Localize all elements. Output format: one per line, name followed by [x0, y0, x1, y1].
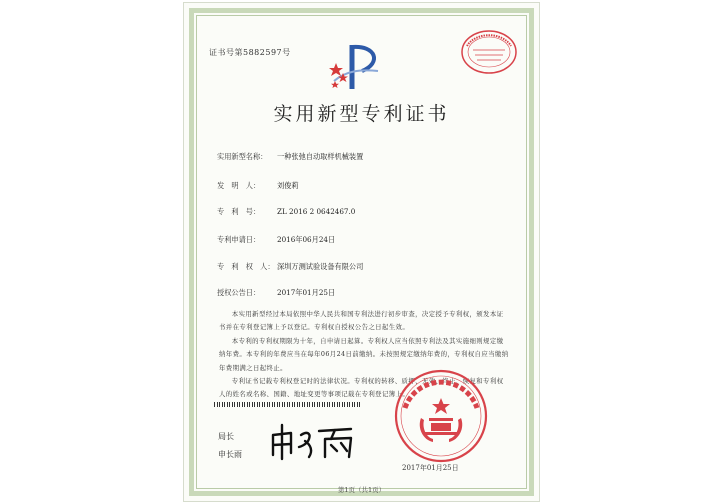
field-value: ZL 2016 2 0642467.0	[277, 207, 356, 216]
body-paragraph: 本专利的专利权期限为十年，自申请日起算。专利权人应当依照专利法及其实施细则规定缴纳年费。本专利的年费应当在每年06月24日前缴纳。未按照规定缴纳年费的，专利权自应当缴纳年费期满之日起终止。	[219, 336, 509, 372]
field-patentee	[217, 262, 363, 272]
field-utility-model-name	[217, 152, 363, 162]
field-value: 深圳万测试验设备有限公司	[277, 262, 364, 271]
field-value: 刘俊莉	[277, 181, 299, 190]
field-label: 专 利 权 人：	[217, 262, 275, 271]
body-paragraph: 本实用新型经过本局依照中华人民共和国专利法进行初步审查，决定授予专利权，颁发本证书并在专利登记簿上予以登记。专利权自授权公告之日起生效。	[219, 310, 504, 332]
field-inventor	[217, 181, 299, 191]
director-name: 申长雨	[218, 450, 242, 459]
field-value: 2017年01月25日	[277, 288, 336, 297]
field-label: 实用新型名称：	[217, 152, 268, 161]
body-paragraph: 专利证书记载专利权登记时的法律状况。专利权的转移、质押、无效、终止、恢复和专利权人的姓名或名称、国籍、地址变更等事项记载在专利登记簿上。	[219, 377, 504, 399]
patent-certificate	[183, 2, 540, 502]
field-label: 专利申请日：	[217, 235, 261, 244]
field-application-date	[217, 235, 335, 245]
page-number: 第1页（共1页）	[337, 486, 386, 494]
field-label: 授权公告日：	[217, 288, 261, 297]
field-patent-number	[217, 207, 355, 217]
patent-office-logo-icon	[326, 41, 390, 93]
director-signature-icon	[269, 423, 359, 461]
office-seal-icon	[393, 368, 489, 464]
barcode	[214, 402, 362, 407]
certificate-number: 证书号第5882597号	[209, 48, 291, 57]
field-label: 专 利 号：	[217, 207, 261, 216]
field-label: 发 明 人：	[217, 181, 261, 190]
director-label: 局长	[218, 432, 234, 441]
field-announcement-date	[217, 288, 335, 298]
field-value: 2016年06月24日	[277, 235, 336, 244]
seal-date: 2017年01月25日	[402, 464, 459, 472]
certificate-title: 实用新型专利证书	[273, 103, 450, 125]
field-value: 一种张弛自动取样机械装置	[277, 152, 364, 161]
top-stamp-icon	[459, 28, 519, 76]
